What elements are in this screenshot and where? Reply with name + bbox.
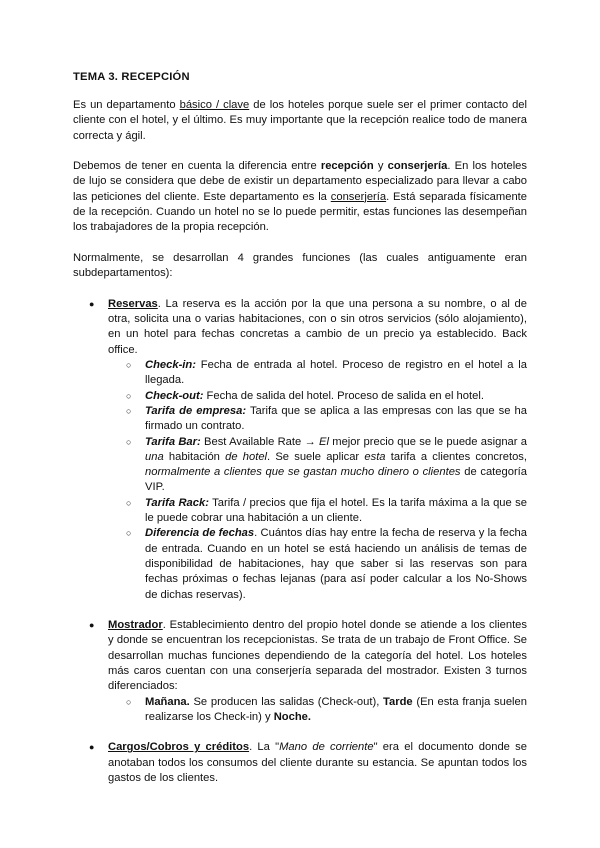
sub-item-diferencia-fechas: ○ Diferencia de fechas. Cuántos días hay entre la fecha de reserva y la fecha de entrada. Cuando en un hotel se está haciendo un análisis de temas de disponibilidad de habitaciones, hay que saber si las reservas son para fechas próximas o fechas lejanas (para así poder calcular a los No-Shows de dichas reservas). <box>126 527 527 601</box>
bullet-icon: ● <box>89 620 95 631</box>
bold-term-recepcion: recepción <box>320 160 374 173</box>
sub-item-checkout: ○ Check-out: Fecha de salida del hotel. Proceso de salida en el hotel. <box>108 389 527 404</box>
term-tarifa-empresa: Tarifa de empresa: <box>145 404 247 417</box>
item-label-reservas: Reservas <box>108 297 158 310</box>
mostrador-sublist <box>108 695 527 726</box>
term-manana: Mañana. <box>145 695 190 708</box>
hollow-bullet-icon: ○ <box>126 497 132 508</box>
bold-term-conserjeria: conserjería <box>387 160 448 173</box>
hollow-bullet-icon: ○ <box>126 436 132 447</box>
intro-paragraph: Es un departamento básico / clave de los hoteles porque suele ser el primer contacto del cliente con el hotel, y el último. Es muy importante que la recepción realice todo de manera correcta y ágil. <box>73 99 527 142</box>
underlined-term: básico / clave <box>179 99 250 111</box>
term-noche: Noche. <box>273 710 312 723</box>
underlined-term-conserjeria: conserjería <box>330 190 387 203</box>
sub-item-tarifa-rack: ○ Tarifa Rack: Tarifa / precios que fija el hotel. Es la tarifa máxima a la que se le puede cobrar una habitación a un cliente. <box>126 496 527 525</box>
sub-item-tarifa-empresa: ○ Tarifa de empresa: Tarifa que se aplica a las empresas con las que se ha firmado un contrato. <box>126 404 528 433</box>
hollow-bullet-icon: ○ <box>126 360 132 371</box>
list-item-reservas: ● Reservas. La reserva es la acción por la que una persona a su nombre, o al de otra, solicita una o varias habitaciones, con o sin otros servicios (sólo alojamiento), en un hotel para fechas concretas a cambio de un precio ya establecido. Back office. ○ Check-in: Fecha de entrada al hotel. Proceso de registro en el hotel a la llegada. ○ Check-out: Fecha de salida del hotel. Proceso de salida en el hotel. ○ Tarifa de empresa: Tarifa que se aplica a las empresas con las que se ha firmado un contrato. ○ Tarifa Bar: Best Available Rate → El mejor precio que se le puede asignar a una habitación de hotel. Se suele aplicar esta tarifa a clientes concretos, normalmente a clientes que se gastan mucho dinero o clientes de categoría VIP. ○ Tarifa Rack: Tarifa / precios que fija el hotel. Es la tarifa máxima a la que se le puede cobrar una habitación a un cliente. ○ Diferencia de fechas. Cuántos días hay entre la fecha de reserva y la fecha de entrada. Cuando en un hotel se está haciendo un análisis de temas de disponibilidad de habitaciones, hay que saber si las reservas son para fechas próximas o fechas lejanas (para así poder calcular a los No-Shows de dichas reservas). <box>73 297 527 603</box>
list-item-mostrador: ● Mostrador. Establecimiento dentro del propio hotel donde se atiende a los clientes y donde se encuentran los recepcionistas. Se trata de un trabajo de Front Office. Se desarrollan muchas funciones dependiendo de la categoría del hotel. Los hoteles más caros cuentan con una conserjería separada del mostrador. Existen 3 turnos diferenciados: ○ Mañana. Se producen las salidas (Check-out), Tarde (En esta franja suelen realizarse los Check-in) y Noche. <box>73 618 527 725</box>
functions-intro-paragraph: Normalmente, se desarrollan 4 grandes funciones (las cuales antiguamente eran subdepartamentos): <box>73 251 527 280</box>
hollow-bullet-icon: ○ <box>126 528 132 539</box>
term-checkin: Check-in: <box>145 359 196 372</box>
term-diferencia-fechas: Diferencia de fechas <box>145 527 255 540</box>
hollow-bullet-icon: ○ <box>126 390 132 401</box>
hollow-bullet-icon: ○ <box>126 405 132 416</box>
reception-concierge-paragraph: Debemos de tener en cuenta la diferencia entre recepción y conserjería. En los hoteles de lujo se considera que debe de existir un departamento especializado para llevar a cabo las peticiones del cliente. Este departamento es la conserjería. Está separada físicamente de la recepción. Cuando un hotel no se lo puede permitir, estas funciones las desempeñan los trabajadores de la propia recepción. <box>73 160 527 234</box>
bullet-icon: ● <box>89 298 95 309</box>
reservas-sublist <box>108 358 527 603</box>
list-item-cargos: ● Cargos/Cobros y créditos. La "Mano de corriente" era el documento donde se anotaban todos los consumos del cliente durante su estancia. Se apuntan todos los gastos de los clientes. <box>89 741 527 785</box>
sub-item-tarifa-bar: ○ Tarifa Bar: Best Available Rate → El mejor precio que se le puede asignar a una habitación de hotel. Se suele aplicar esta tarifa a clientes concretos, normalmente a clientes que se gastan mucho dinero o clientes de categoría VIP. <box>126 435 528 494</box>
sub-item-turnos: ○ Mañana. Se producen las salidas (Check-out), Tarde (En esta franja suelen realizarse los Check-in) y Noche. <box>126 695 527 723</box>
sub-item-checkin: ○ Check-in: Fecha de entrada al hotel. Proceso de registro en el hotel a la llegada. <box>126 359 527 387</box>
term-tarifa-bar: Tarifa Bar: <box>145 435 201 448</box>
item-label-mostrador: Mostrador <box>108 619 163 632</box>
term-tarifa-rack: Tarifa Rack: <box>145 496 209 509</box>
term-mano-de-corriente: Mano de corriente <box>279 741 374 754</box>
term-checkout: Check-out: <box>145 389 204 402</box>
term-tarde: Tarde <box>383 695 413 708</box>
hollow-bullet-icon: ○ <box>126 696 132 707</box>
functions-list <box>73 297 527 787</box>
bullet-icon: ● <box>89 742 95 753</box>
item-label-cargos: Cargos/Cobros y créditos <box>108 741 250 754</box>
page-title: TEMA 3. RECEPCIÓN <box>73 71 190 83</box>
